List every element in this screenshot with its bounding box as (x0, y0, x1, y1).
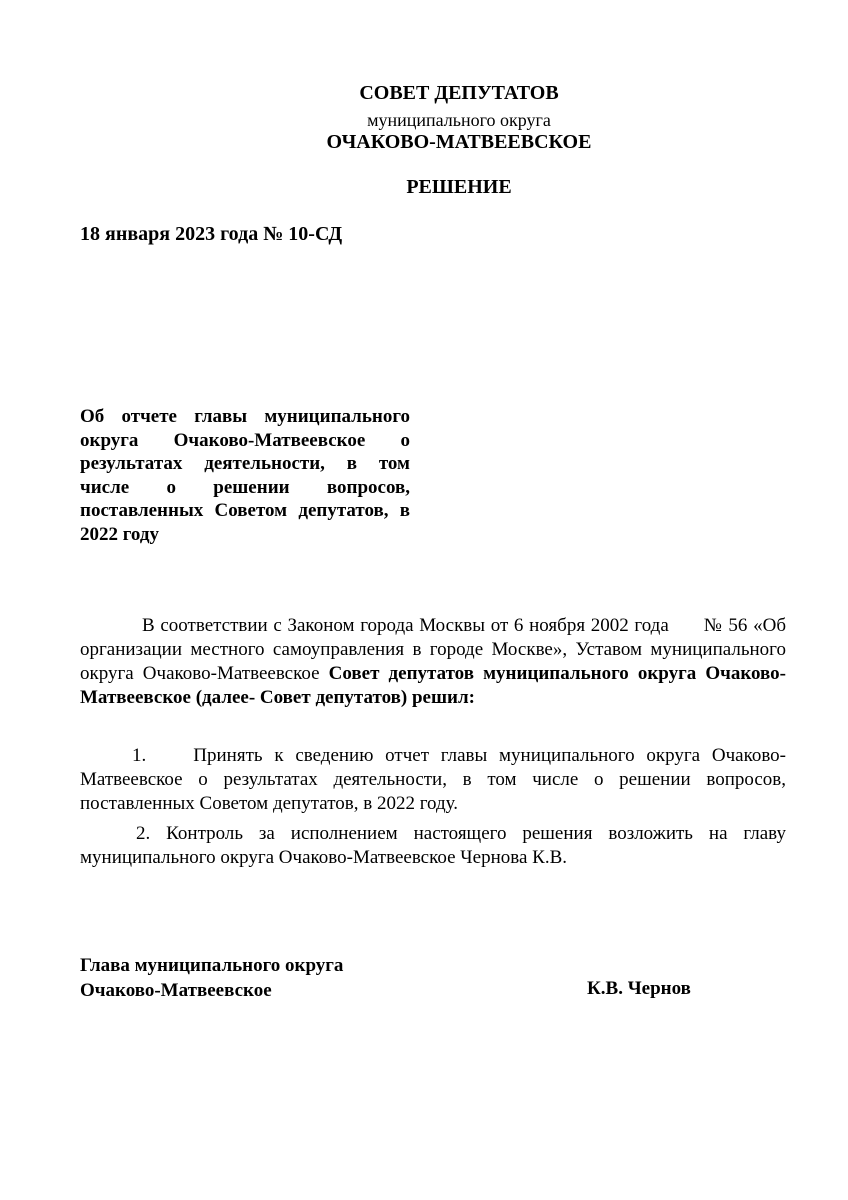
date-number: 18 января 2023 года № 10-СД (80, 223, 343, 245)
item-text: Принять к сведению отчет главы муниципального округа Очаково-Матвеевское о результатах деятельности, в том числе о решении вопросов, поставленных Советом депутатов, в 2022 году. (80, 745, 787, 814)
item-number: 2. (136, 823, 151, 844)
item-text: Контроль за исполнением настоящего решения возложить на главу муниципального округа Очаково-Матвеевское Чернова К.В. (80, 823, 786, 868)
signature-title-line1: Глава муниципального округа (80, 955, 344, 976)
district-name: ОЧАКОВО-МАТВЕЕВСКОЕ (326, 131, 592, 153)
decision-item-1 (80, 744, 786, 816)
decision-subject: Об отчете главы муниципального округа Очаково-Матвеевское о результатах деятельности, в том числе о решении вопросов, поставленных Советом депутатов, в 2022 году (80, 406, 410, 545)
district-subtitle: муниципального округа (367, 110, 551, 130)
council-title: СОВЕТ ДЕПУТАТОВ (359, 82, 559, 104)
signature-title (80, 953, 343, 1003)
preamble-resolution: Совет депутатов муниципального округа Очаково-Матвеевское (далее- Совет депутатов) решил: (80, 663, 786, 708)
signature-title-line2: Очаково-Матвеевское (80, 980, 272, 1001)
signer-name: К.В. Чернов (587, 978, 691, 999)
item-number: 1. (132, 745, 147, 766)
preamble-part2: № 56 «Об организации местного самоуправления в городе Москве», Уставом муниципального округа Очаково-Матвеевское (80, 615, 786, 684)
document-type: РЕШЕНИЕ (406, 176, 512, 198)
decision-item-2 (80, 822, 786, 870)
preamble-part1: В соответствии с Законом города Москвы от 6 ноября 2002 года (142, 615, 669, 636)
preamble-paragraph (80, 614, 786, 710)
